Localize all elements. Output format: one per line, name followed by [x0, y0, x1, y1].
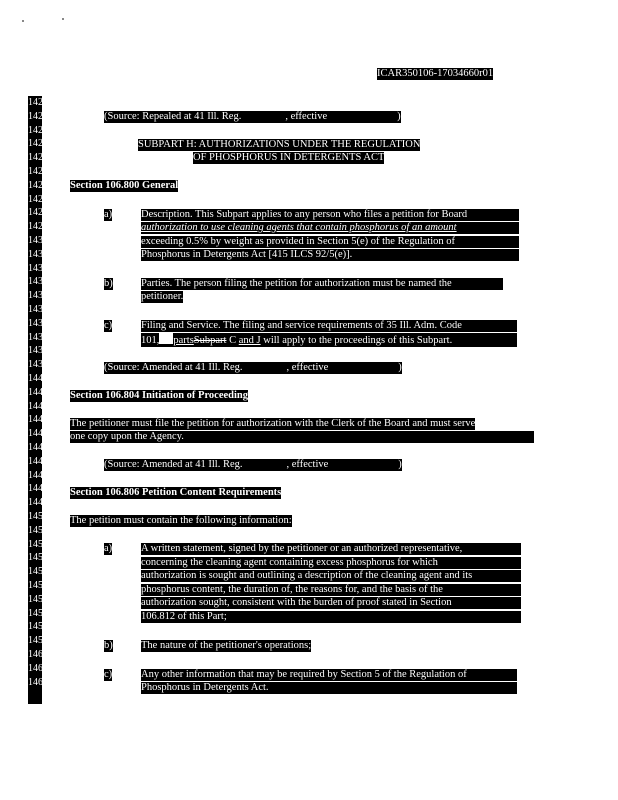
sec800-a-label: a) — [104, 209, 113, 220]
line-number: 1443 — [28, 414, 48, 426]
subpart-heading-line-2: OF PHOSPHORUS IN DETERGENTS ACT — [193, 152, 385, 163]
line-number: 1427 — [28, 193, 48, 205]
line-number: 1426 — [28, 179, 48, 191]
line-number: 1460 — [28, 649, 48, 660]
sec800-c-line-2: 101, partsSubpart C and J will apply to the proceedings of this Subpart. — [141, 333, 517, 347]
line-number: 1448 — [28, 483, 48, 495]
line-number: 143 — [28, 359, 43, 371]
sec800-a-line-1: Description. This Subpart applies to any person who files a petition for Board — [141, 209, 519, 221]
line-number: 144 — [28, 373, 43, 384]
line-number: 1461 — [28, 662, 48, 674]
line-number: 1452 — [28, 538, 48, 550]
line-number: 1457 — [28, 607, 48, 619]
sec800-b-line-1: Parties. The person filing the petition for authorization must be named the — [141, 278, 503, 290]
section-804-heading: Section 106.804 Initiation of Proceeding — [70, 390, 249, 401]
line-number: 1458 — [28, 621, 48, 633]
section-800-heading: Section 106.800 General — [70, 180, 179, 191]
source-note-3: (Source: Amended at 41 Ill. Reg. , effective ) — [104, 459, 402, 470]
line-number: 1422 — [28, 124, 48, 136]
line-number: 1455 — [28, 580, 48, 591]
sec806-a-line-5: authorization sought, consistent with the burden of proof stated in Section — [141, 597, 521, 609]
sec800-a-line-2: authorization to use cleaning agents that contain phosphorus of an amount — [141, 222, 519, 234]
sec804-para-line-1: The petitioner must file the petition for authorization with the Clerk of the Board and must serve — [70, 418, 476, 429]
line-number: 1436 — [28, 317, 48, 329]
sec806-a-line-2: concerning the cleaning agent containing excess phosphorus for which — [141, 557, 521, 569]
line-number: 1438 — [28, 345, 48, 357]
sec806-b-label: b) — [104, 640, 113, 651]
line-number: 1421 — [28, 110, 48, 122]
sec806-c-label: c) — [104, 669, 113, 680]
line-number: 1459 — [28, 635, 48, 647]
line-number: 1462 — [28, 676, 48, 688]
redaction-box — [159, 333, 173, 344]
line-number: 1444 — [28, 428, 48, 440]
line-number: 1445 — [28, 442, 48, 453]
sec800-a-line-3: exceeding 0.5% by weight as provided in Section 5(e) of the Regulation of — [141, 236, 519, 248]
line-number: 1433 — [28, 276, 48, 288]
source-note-2: (Source: Amended at 41 Ill. Reg. , effective ) — [104, 362, 402, 373]
sec806-a-line-6: 106.812 of this Part; — [141, 611, 521, 623]
line-number: 1432 — [28, 262, 48, 274]
sec800-c-label: c) — [104, 320, 113, 331]
line-number: 1446 — [28, 455, 48, 467]
scan-speck — [62, 18, 64, 20]
sec806-a-line-3: authorization is sought and outlining a description of the cleaning agent and its — [141, 570, 521, 582]
source-note-1: (Source: Repealed at 41 Ill. Reg. , effective ) — [104, 111, 401, 122]
line-number: 1429 — [28, 221, 48, 233]
sec800-b-label: b) — [104, 278, 113, 289]
sec806-a-line-1: A written statement, signed by the petitioner or an authorized representative, — [141, 543, 521, 555]
sec804-para-line-2: one copy upon the Agency. — [70, 431, 534, 443]
scan-speck — [22, 20, 24, 22]
line-number: 1420 — [28, 97, 48, 108]
sec806-a-line-4: phosphorus content, the duration of, the reasons for, and the basis of the — [141, 584, 521, 596]
line-number: 1450 — [28, 511, 48, 522]
line-number: 1447 — [28, 469, 48, 481]
sec806-c-line-1: Any other information that may be required by Section 5 of the Regulation of — [141, 669, 517, 681]
line-number: 1437 — [28, 331, 48, 343]
line-number: 1430 — [28, 235, 48, 246]
sec800-b-line-2: petitioner. — [141, 291, 184, 302]
line-number: 1442 — [28, 400, 48, 412]
sec800-a-line-4: Phosphorus in Detergents Act [415 ILCS 92/5(e)]. — [141, 249, 519, 261]
line-number: 1435 — [28, 304, 48, 315]
sec800-c-line-1: Filing and Service. The filing and service requirements of 35 Ill. Adm. Code — [141, 320, 517, 332]
line-number: 1451 — [28, 524, 48, 536]
line-number: 1428 — [28, 207, 48, 219]
line-number: 1431 — [28, 248, 48, 260]
sec806-b-line-1: The nature of the petitioner's operations; — [141, 640, 312, 651]
line-number: 144 — [28, 386, 43, 398]
line-number: 1453 — [28, 552, 48, 564]
subpart-heading-line-1: SUBPART H: AUTHORIZATIONS UNDER THE REGULATION — [138, 139, 421, 150]
line-number: 1425 — [28, 166, 48, 177]
sec806-intro: The petition must contain the following information: — [70, 515, 292, 526]
line-number: 1424 — [28, 152, 48, 164]
line-number: 1454 — [28, 566, 48, 578]
line-number: 1434 — [28, 290, 48, 302]
sec806-c-line-2: Phosphorus in Detergents Act. — [141, 682, 517, 694]
document-id: ICAR350106-17034660r01 — [377, 68, 494, 79]
section-806-heading: Section 106.806 Petition Content Requirements — [70, 487, 282, 498]
line-number: 1423 — [28, 138, 48, 150]
sec806-a-label: a) — [104, 543, 113, 554]
line-number: 1449 — [28, 497, 48, 509]
line-number: 1456 — [28, 593, 48, 605]
